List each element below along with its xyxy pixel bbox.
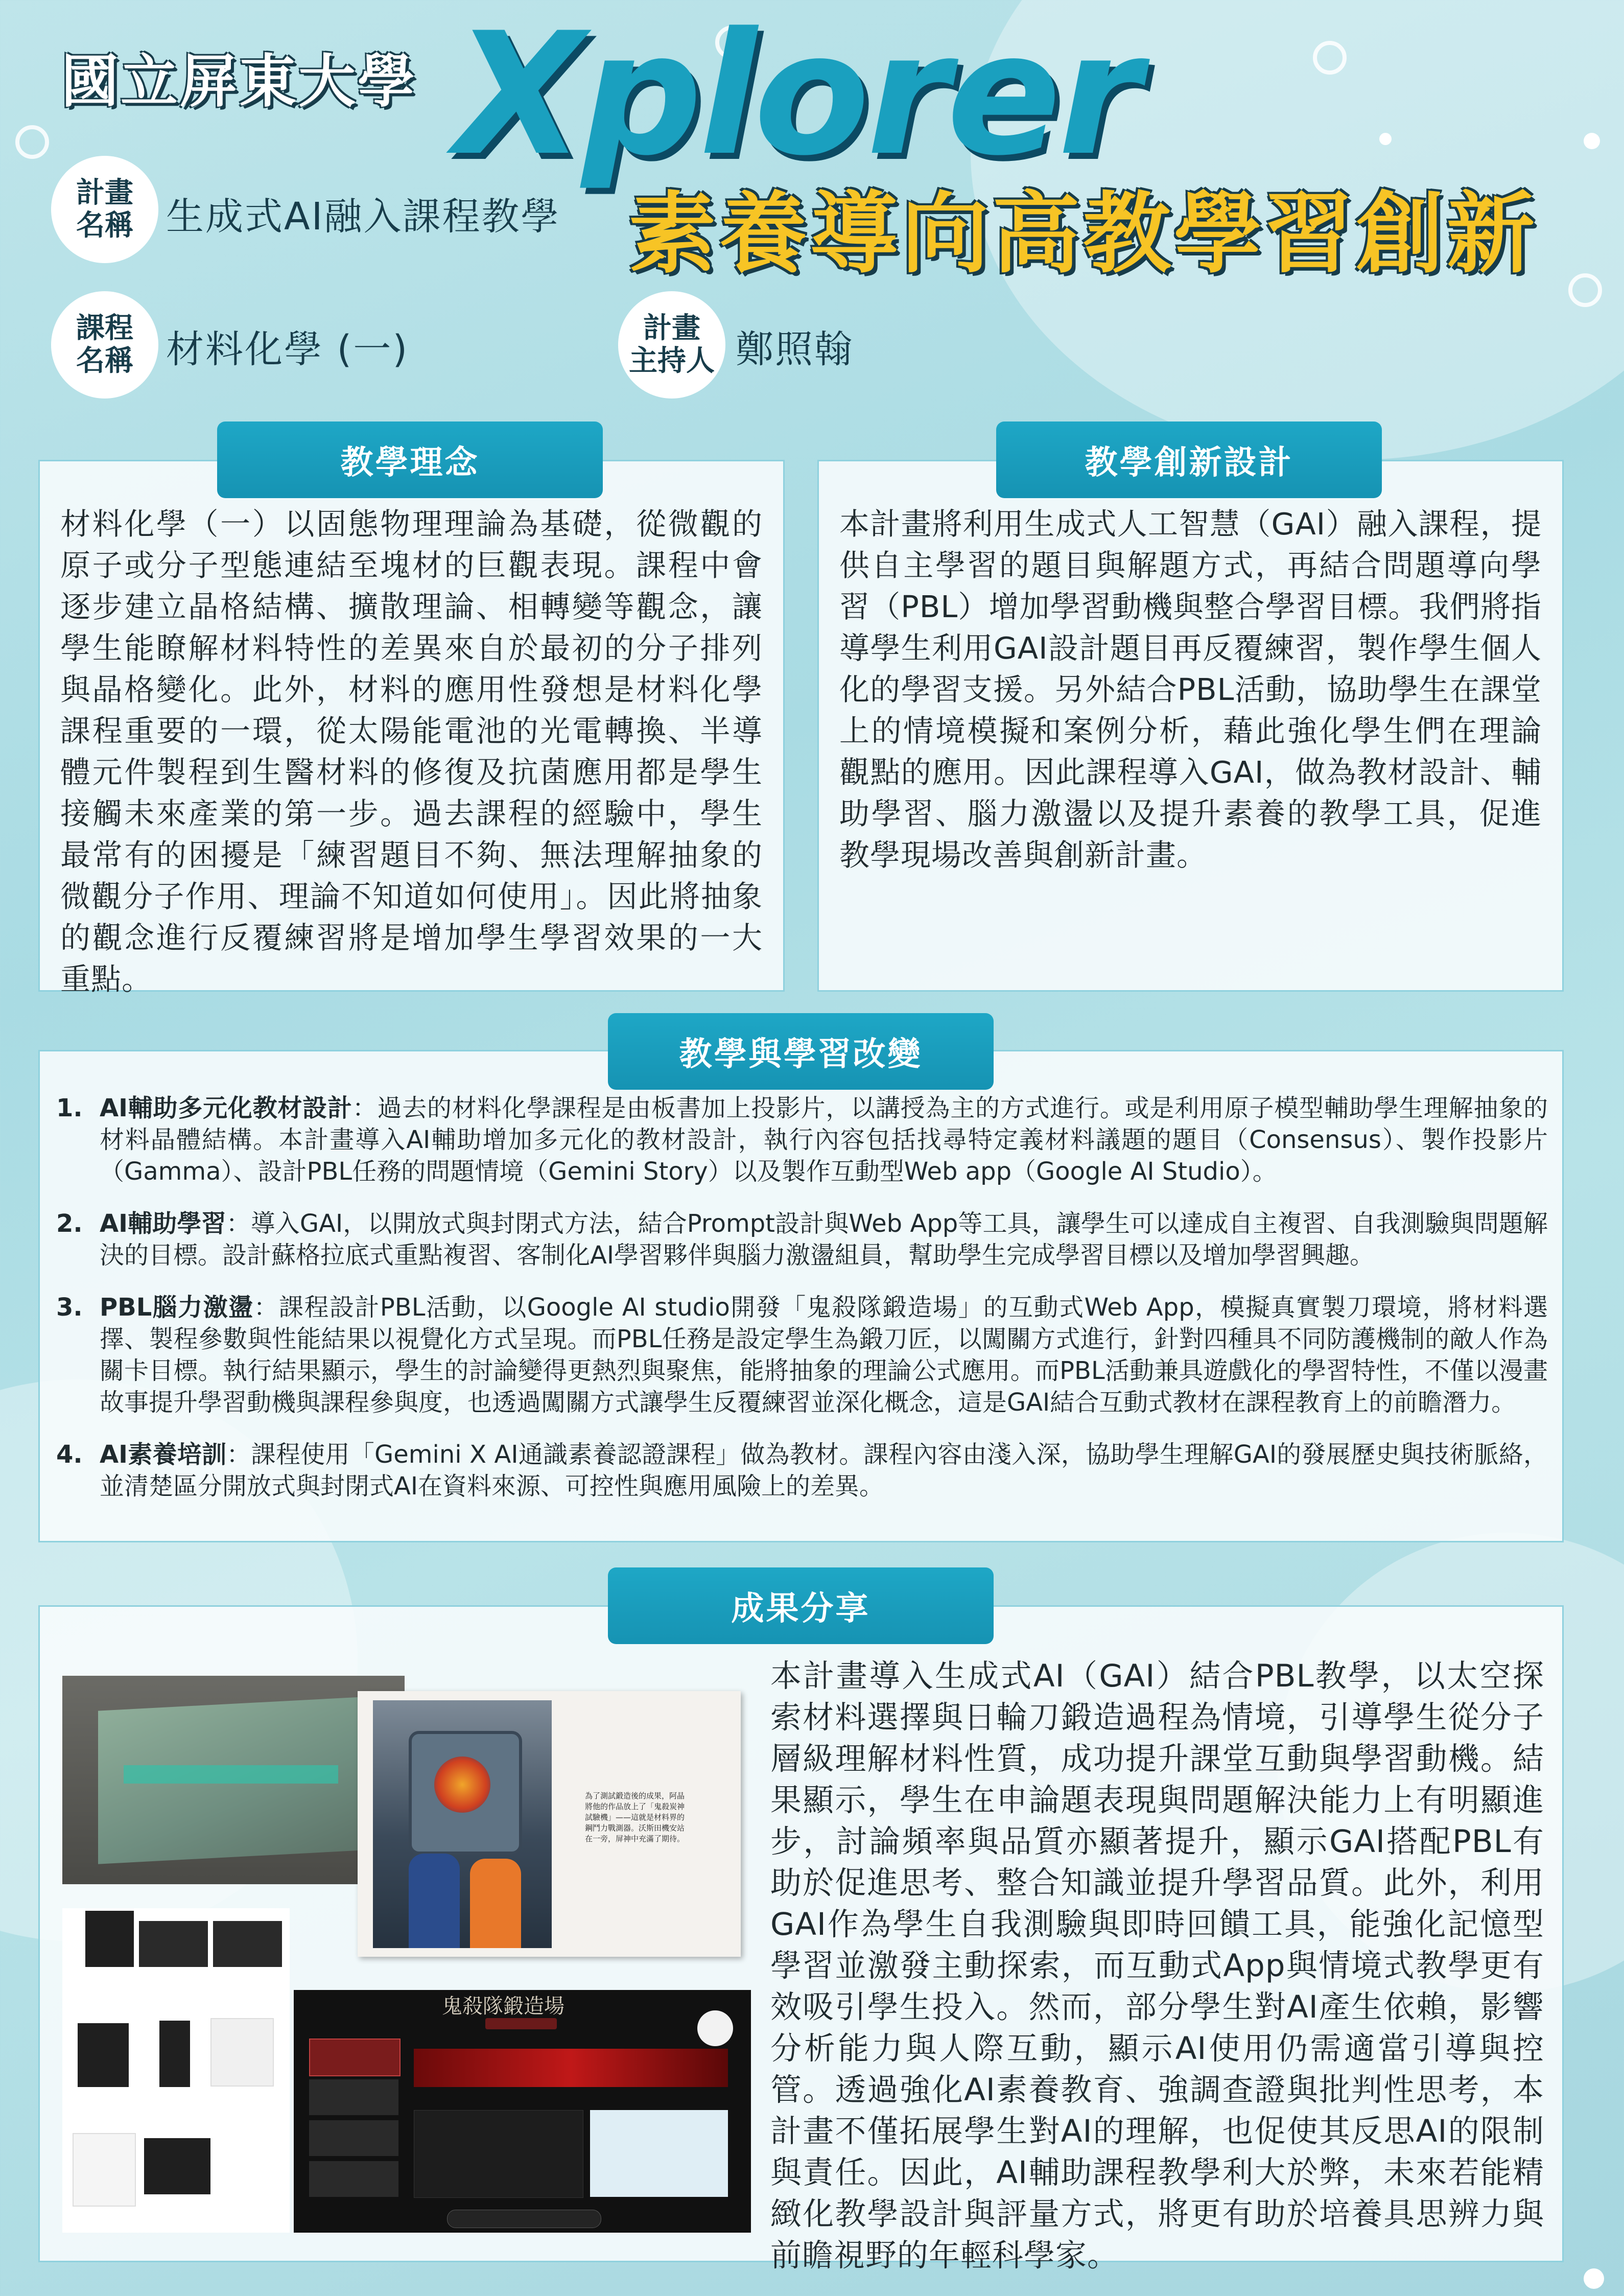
- decorative-ring: [1568, 273, 1602, 307]
- screen-band: [124, 1765, 338, 1784]
- forge-button: [447, 2210, 601, 2228]
- worksheet-thumbnails: [62, 1908, 290, 2233]
- enemy-card: [309, 2079, 398, 2115]
- philosophy-title: 教學理念: [217, 421, 603, 498]
- app-title: 鬼殺隊鍛造場: [442, 1995, 564, 2018]
- list-item: [56, 1092, 1548, 1187]
- innovation-text: 本計畫將利用生成式人工智慧（GAI）融入課程，提供自主學習的題目與解題方式，再結合問題導向學習（PBL）增加學習動機與整合學習目標。我們將指導學生利用GAI設計題目再反覆練習，製作學生個人化的學習支援。另外結合PBL活動，協助學生在課堂上的情境模擬和案例分析，藉此強化學生們在理論觀點的應用。因此課程導入GAI，做為教材設計、輔助學習、腦力激盪以及提升素養的教學工具，促進教學現場改善與創新計畫。: [839, 506, 1542, 873]
- list-number: 1.: [56, 1094, 83, 1122]
- machine-orb: [434, 1756, 490, 1813]
- list-item: [56, 1208, 1548, 1271]
- course-name: 材料化學 (一): [166, 327, 409, 371]
- app-subtitle-bar: [485, 2018, 557, 2029]
- badge-line: 課程: [76, 311, 133, 345]
- character-figure: [470, 1859, 521, 1948]
- changes-list: [56, 1092, 1548, 1522]
- list-text: ：過去的材料化學課程是由板書加上投影片，以講授為主的方式進行。或是利用原子模型輔助學生理解抽象的材料晶體結構。本計畫導入AI輔助增加多元化的教材設計，執行內容包括找尋特定義材料議題的題目（Consensus）、製作投影片（Gamma）、設計PBL任務的問題情境（Gemini Story）以及製作互動型Web app（Google AI Studio）。: [100, 1094, 1548, 1186]
- enemy-card: [309, 2161, 398, 2197]
- badge-line: 計畫: [76, 176, 133, 209]
- thumb: [144, 2138, 210, 2194]
- character-figure: [409, 1854, 460, 1948]
- changes-title: 教學與學習改變: [608, 1013, 994, 1090]
- list-item: [56, 1439, 1548, 1502]
- badge-line: 名稱: [76, 209, 133, 242]
- forge-app-screenshot: [294, 1990, 751, 2233]
- thumb: [85, 1911, 134, 1967]
- slogan-title: 素養導向高教學習創新: [628, 182, 1538, 285]
- classroom-photo: [62, 1676, 405, 1884]
- list-text: ：導入GAI，以開放式與封閉式方法，結合Prompt設計與Web App等工具，讓學生可以達成自主複習、自我測驗與問題解決的目標。設計蘇格拉底式重點複習、客制化AI學習夥伴與腦力激盪組員，幫助學生完成學習目標以及增加學習興趣。: [100, 1209, 1548, 1270]
- list-heading: AI素養培訓: [100, 1440, 227, 1469]
- course-badge: [51, 291, 158, 399]
- list-heading: AI輔助多元化教材設計: [100, 1094, 352, 1122]
- thumb: [210, 2018, 274, 2087]
- host-badge: [618, 291, 725, 399]
- innovation-title: 教學創新設計: [996, 421, 1382, 498]
- decorative-ring: [1313, 41, 1347, 75]
- list-item: [56, 1292, 1548, 1418]
- blade-panel: [414, 2049, 728, 2087]
- enemy-card: [309, 2120, 398, 2156]
- thumb: [139, 1921, 208, 1967]
- list-text: ：課程設計PBL活動，以Google AI studio開發「鬼殺隊鍛造場」的互動式Web App，模擬真實製刀環境，將材料選擇、製程參數與性能結果以視覺化方式呈現。而PBL任務是設定學生為鍛刀匠，以闖關方式進行，針對四種具不同防護機制的敵人作為關卡目標。執行結果顯示，學生的討論變得更熱烈與聚焦，能將抽象的理論公式應用。而PBL活動兼具遊戲化的學習特性，不僅以漫畫故事提升學習動機與課程參與度，也透過闖關方式讓學生反覆練習並深化概念，這是GAI結合互動式教材在課程教育上的前瞻潛力。: [100, 1293, 1548, 1417]
- brand-title: Xplorer: [455, 0, 1138, 193]
- thumb: [213, 1921, 282, 1967]
- badge-line: 名稱: [76, 344, 133, 378]
- badge-line: 計畫: [643, 311, 700, 345]
- list-text: ：課程使用「Gemini X AI通識素養認證課程」做為教材。課程內容由淺入深，協助學生理解GAI的發展歷史與技術脈絡，並清楚區分開放式與封閉式AI在資料來源、可控性與應用風險上的差異。: [100, 1440, 1548, 1501]
- enemy-card: [309, 2039, 401, 2076]
- thumb: [159, 2021, 190, 2087]
- results-title: 成果分享: [608, 1567, 994, 1644]
- list-number: 3.: [56, 1293, 83, 1322]
- university-name: 國立屏東大學: [61, 49, 417, 115]
- host-name: 鄭照翰: [736, 327, 854, 371]
- decorative-dot: [1584, 2268, 1604, 2289]
- comic-panel: [373, 1700, 552, 1948]
- list-heading: PBL腦力激盪: [100, 1293, 254, 1322]
- philosophy-text: 材料化學（一）以固態物理理論為基礎，從微觀的原子或分子型態連結至塊材的巨觀表現。課程中會逐步建立晶格結構、擴散理論、相轉變等觀念，讓學生能瞭解材料特性的差異來自於最初的分子排列與晶格變化。此外，材料的應用性發想是材料化學課程重要的一環，從太陽能電池的光電轉換、半導體元件製程到生醫材料的修復及抗菌應用都是學生接觸未來產業的第一步。過去課程的經驗中，學生最常有的困擾是「練習題目不夠、無法理解抽象的微觀分子作用、理論不知道如何使用」。因此將抽象的觀念進行反覆練習將是增加學生學習效果的一大重點。: [60, 506, 763, 997]
- decorative-dot: [1379, 133, 1392, 145]
- decorative-dot: [1584, 133, 1600, 149]
- results-text: 本計畫導入生成式AI（GAI）結合PBL教學，以太空探索材料選擇與日輪刀鍛造過程為情境，引導學生從分子層級理解材料性質，成功提升課堂互動與學習動機。結果顯示，學生在申論題表現與問題解決能力上有明顯進步，討論頻率與品質亦顯著提升，顯示GAI搭配PBL有助於促進思考、整合知識並提升學習品質。此外，利用GAI作為學生自我測驗與即時回饋工具，能強化記憶型學習並激發主動探索，而互動式App與情境式教學更有效吸引學生投入。然而，部分學生對AI產生依賴，影響分析能力與人際互動，顯示AI使用仍需適當引導與控管。透過強化AI素養教育、強調查證與批判性思考，本計畫不僅拓展學生對AI的理解，也促使其反思AI的限制與責任。因此，AI輔助課程教學利大於弊，未來若能精緻化教學設計與評量方式，將更有助於培養具思辨力與前瞻視野的年輕科學家。: [770, 1658, 1544, 2274]
- parameter-panel: [414, 2110, 583, 2198]
- performance-chart: [590, 2110, 728, 2197]
- list-number: 4.: [56, 1440, 83, 1469]
- comic-caption: 為了測試鍛造後的成果，阿晶將他的作品放上了「鬼殺炭神試驗機」——這就是材料界的鋼鬥力戰測器。沃斯田機安站在一旁，屏神中充滿了期待。: [585, 1791, 685, 1843]
- thumb: [73, 2133, 136, 2207]
- list-number: 2.: [56, 1209, 83, 1238]
- project-name: 生成式AI融入課程教學: [166, 195, 560, 239]
- project-badge: [51, 156, 158, 263]
- badge-line: 主持人: [629, 344, 715, 378]
- moon-icon: [697, 2010, 733, 2046]
- decorative-ring: [15, 125, 49, 159]
- thumb: [78, 2023, 129, 2087]
- comic-book-image: [358, 1691, 741, 1957]
- list-heading: AI輔助學習: [100, 1209, 226, 1238]
